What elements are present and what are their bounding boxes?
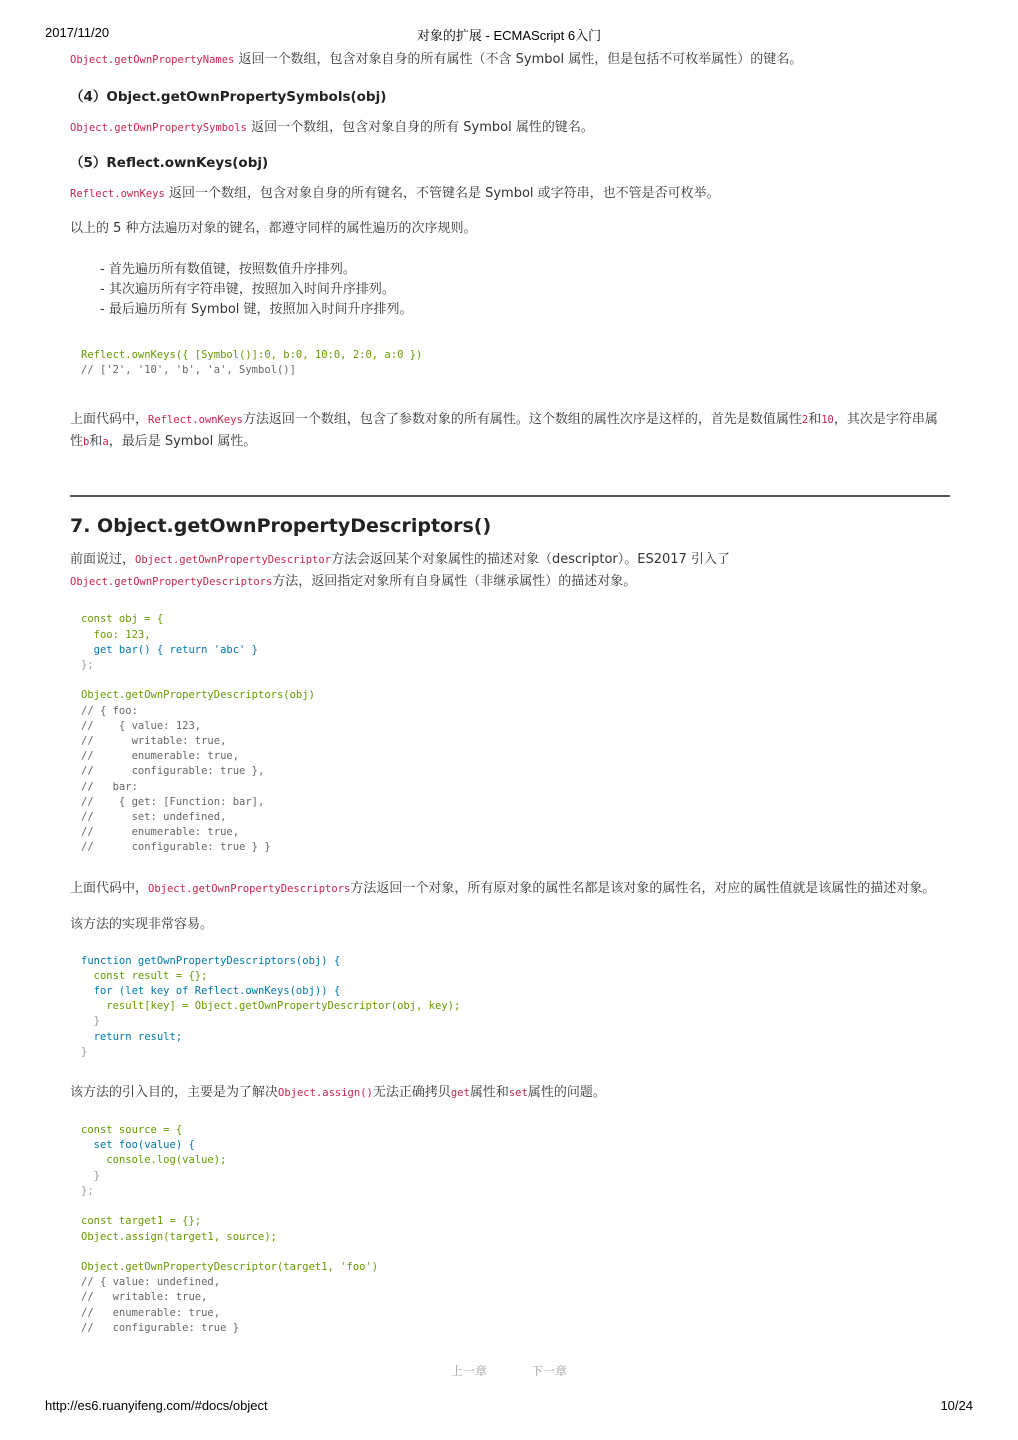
code-comment: // writable: true, bbox=[81, 1291, 208, 1304]
code-comment: // { value: 123, bbox=[81, 719, 202, 732]
inline-code: Object.assign() bbox=[278, 1087, 373, 1100]
paragraph-text: 返回一个数组，包含对象自身的所有键名，不管键名是 Symbol 或字符串，也不管是否可枚举。 bbox=[168, 186, 720, 201]
code-line: const target1 = {}; bbox=[81, 1215, 202, 1228]
code-line: const source = { bbox=[81, 1124, 183, 1137]
next-chapter-link[interactable]: 下一章 bbox=[531, 1364, 568, 1378]
list-item: - 最后遍历所有 Symbol 键，按照加入时间升序排列。 bbox=[100, 300, 950, 320]
code-line: foo: 123, bbox=[81, 628, 151, 641]
inline-code: Reflect.ownKeys bbox=[148, 414, 243, 427]
paragraph bbox=[70, 183, 950, 205]
text: 方法，返回指定对象所有自身属性（非继承属性）的描述对象。 bbox=[272, 574, 637, 590]
paragraph bbox=[70, 117, 950, 139]
header-date: 2017/11/20 bbox=[45, 25, 110, 40]
paragraph bbox=[70, 409, 950, 453]
text: 属性的问题。 bbox=[527, 1085, 606, 1101]
code-comment: // { value: undefined, bbox=[81, 1276, 221, 1289]
code-block bbox=[70, 954, 950, 1060]
section-heading: 7. Object.getOwnPropertyDescriptors() bbox=[70, 515, 492, 538]
code-block bbox=[70, 1123, 950, 1336]
paragraph bbox=[70, 878, 950, 900]
text: 前面说过， bbox=[70, 552, 136, 568]
inline-code: 2 bbox=[801, 414, 809, 427]
code-comment: // { get: [Function: bar], bbox=[81, 795, 265, 808]
code-line: } bbox=[81, 1169, 100, 1182]
code-line: }; bbox=[81, 1184, 94, 1197]
inline-code: a bbox=[102, 436, 109, 449]
text: ，其次是字符串属性 bbox=[70, 412, 938, 450]
code-line: } bbox=[81, 1045, 88, 1058]
text: 属性和 bbox=[469, 1085, 509, 1101]
code-line: Object.assign(target1, source); bbox=[81, 1230, 277, 1243]
text: ，最后是 Symbol 属性。 bbox=[108, 434, 257, 450]
paragraph bbox=[70, 549, 950, 593]
text: 上面代码中， bbox=[70, 412, 149, 428]
code-comment: // enumerable: true, bbox=[81, 826, 240, 839]
text: 方法返回一个数组，包含了参数对象的所有属性。这个数组的属性次序是这样的，首先是数值属性 bbox=[242, 412, 802, 428]
paragraph: 以上的 5 种方法遍历对象的键名，都遵守同样的属性遍历的次序规则。 bbox=[70, 221, 477, 236]
text: 无法正确拷贝 bbox=[372, 1085, 451, 1101]
method-heading: （5）Reflect.ownKeys(obj) bbox=[70, 155, 269, 171]
inline-code: b bbox=[83, 436, 90, 449]
code-line: set foo(value) { bbox=[81, 1139, 195, 1152]
paragraph-text: 返回一个数组，包含对象自身的所有 Symbol 属性的键名。 bbox=[251, 120, 594, 135]
code-line: result[key] = Object.getOwnPropertyDescriptor(obj, key); bbox=[81, 1000, 461, 1013]
code-line: const result = {}; bbox=[81, 969, 208, 982]
code-comment: // writable: true, bbox=[81, 735, 227, 748]
code-comment: // enumerable: true, bbox=[81, 1306, 221, 1319]
inline-code: Object.getOwnPropertySymbols bbox=[70, 122, 248, 134]
code-line: for (let key of Reflect.ownKeys(obj)) { bbox=[81, 985, 341, 998]
code-comment: // set: undefined, bbox=[81, 811, 227, 824]
inline-code: Object.getOwnPropertyNames bbox=[70, 54, 235, 66]
inline-code: set bbox=[508, 1087, 528, 1100]
list-item: - 首先遍历所有数值键，按照数值升序排列。 bbox=[100, 260, 950, 280]
code-comment: // configurable: true } } bbox=[81, 841, 271, 854]
inline-code: Object.getOwnPropertyDescriptors bbox=[70, 576, 273, 589]
text: 方法返回一个对象，所有原对象的属性名都是该对象的属性名，对应的属性值就是该属性的描述对象。 bbox=[350, 880, 936, 896]
code-line: }; bbox=[81, 659, 94, 672]
code-line: Object.getOwnPropertyDescriptor(target1, 'foo') bbox=[81, 1260, 379, 1273]
inline-code: Object.getOwnPropertyDescriptor bbox=[135, 554, 331, 567]
text: 上面代码中， bbox=[70, 880, 149, 896]
paragraph: 该方法的实现非常容易。 bbox=[70, 916, 214, 932]
code-comment: // configurable: true } bbox=[81, 1321, 240, 1334]
code-block bbox=[70, 612, 950, 855]
footer-page-number: 10/24 bbox=[940, 1398, 973, 1413]
code-line: const obj = { bbox=[81, 613, 164, 626]
code-comment: // ['2', '10', 'b', 'a', Symbol()] bbox=[81, 364, 296, 377]
method-heading: （4）Object.getOwnPropertySymbols(obj) bbox=[70, 89, 387, 105]
code-comment: // { foo: bbox=[81, 704, 138, 717]
footer-url: http://es6.ruanyifeng.com/#docs/object bbox=[45, 1398, 268, 1413]
rules-list bbox=[70, 260, 950, 320]
paragraph bbox=[70, 1082, 950, 1104]
text: 该方法的引入目的，主要是为了解决 bbox=[70, 1085, 279, 1101]
code-comment: // enumerable: true, bbox=[81, 750, 240, 763]
code-block bbox=[70, 348, 950, 378]
code-line: function getOwnPropertyDescriptors(obj) { bbox=[81, 954, 341, 967]
section-divider bbox=[70, 495, 950, 497]
code-line: get bar() { return 'abc' } bbox=[81, 643, 259, 656]
code-line: Object.getOwnPropertyDescriptors(obj) bbox=[81, 689, 315, 702]
code-line: } bbox=[81, 1015, 100, 1028]
inline-code: 10 bbox=[821, 414, 834, 427]
header-title: 对象的扩展 - ECMAScript 6入门 bbox=[416, 28, 602, 43]
inline-code: Object.getOwnPropertyDescriptors bbox=[148, 882, 351, 895]
text: 和 bbox=[89, 434, 103, 450]
list-item: - 其次遍历所有字符串键，按照加入时间升序排列。 bbox=[100, 280, 950, 300]
code-line: Reflect.ownKeys({ [Symbol()]:0, b:0, 10:0, 2:0, a:0 }) bbox=[81, 349, 423, 361]
text: 和 bbox=[808, 412, 822, 428]
paragraph-text: 返回一个数组，包含对象自身的所有属性（不含 Symbol 属性，但是包括不可枚举属性）的键名。 bbox=[238, 52, 803, 67]
prev-chapter-link[interactable]: 上一章 bbox=[451, 1364, 488, 1378]
inline-code: Reflect.ownKeys bbox=[70, 188, 165, 200]
code-comment: // configurable: true }, bbox=[81, 765, 265, 778]
article-content bbox=[70, 48, 950, 1336]
code-comment: // bar: bbox=[81, 780, 138, 793]
code-line: console.log(value); bbox=[81, 1154, 227, 1167]
inline-code: get bbox=[450, 1087, 470, 1100]
text: 方法会返回某个对象属性的描述对象（descriptor）。ES2017 引入了 bbox=[330, 552, 730, 568]
code-line: return result; bbox=[81, 1030, 183, 1043]
paragraph bbox=[70, 49, 950, 71]
